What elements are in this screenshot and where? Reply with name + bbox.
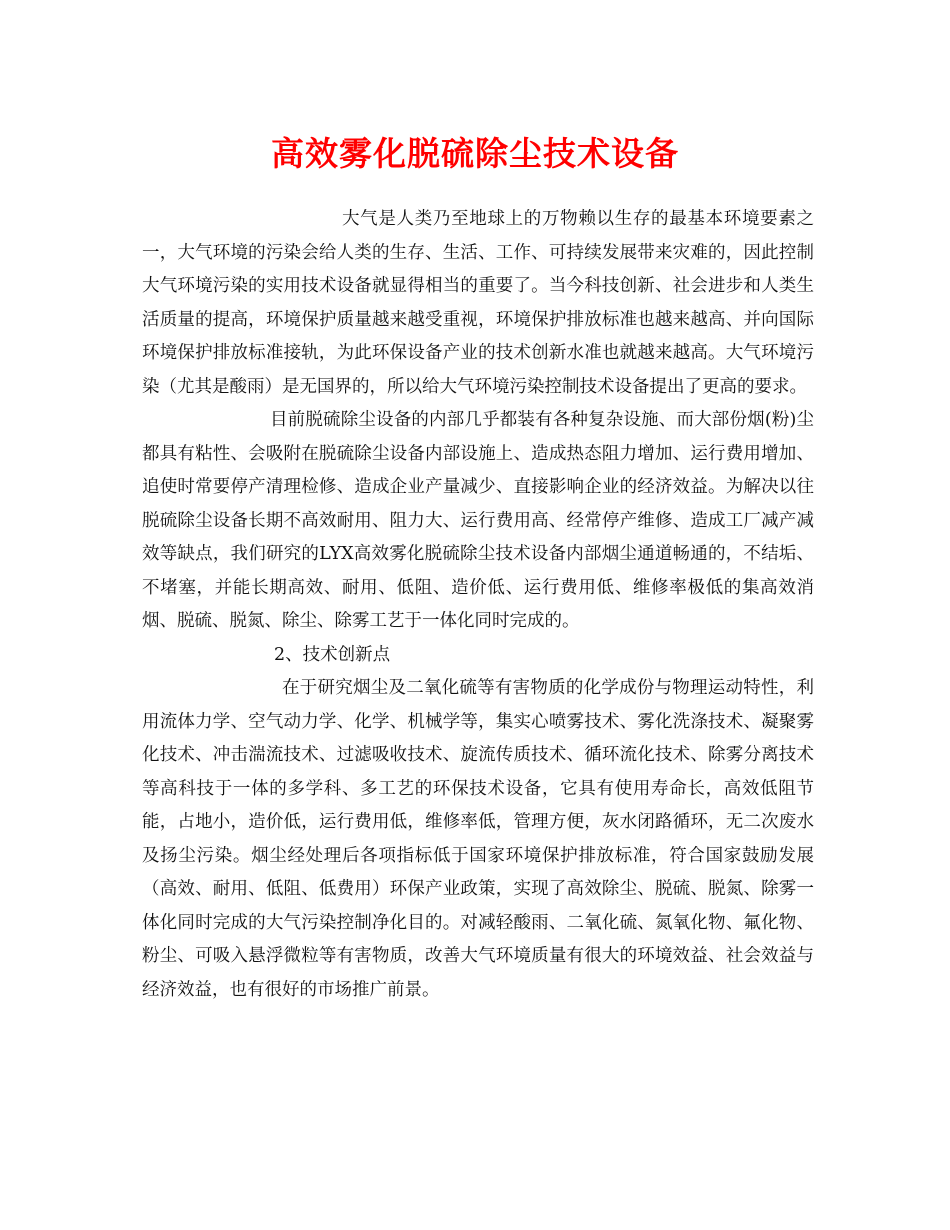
paragraph-innovation: 在于研究烟尘及二氧化硫等有害物质的化学成份与物理运动特性，利用流体力学、空气动力学、化学、机械学等，集实心喷雾技术、雾化洗涤技术、凝聚雾化技术、冲击湍流技术、过滤吸收技术、旋流传质技术、循环流化技术、除雾分离技术等高科技于一体的多学科、多工艺的环保技术设备，它具有使用寿命长，高效低阻节能，占地小，造价低，运行费用低，维修率低，管理方便，灰水闭路循环，无二次废水及扬尘污染。烟尘经处理后各项指标低于国家环境保护排放标准，符合国家鼓励发展（高效、耐用、低阻、低费用）环保产业政策，实现了高效除尘、脱硫、脱氮、除雾一体化同时完成的大气污染控制净化目的。对减轻酸雨、二氧化硫、氮氧化物、氟化物、粉尘、可吸入悬浮微粒等有害物质，改善大气环境质量有很大的环境效益、社会效益与经济效益，也有很好的市场推广前景。 [142, 678, 814, 1000]
document-body [142, 203, 814, 1007]
section-heading: 2、技术创新点 [274, 644, 391, 665]
paragraph-intro: 大气是人类乃至地球上的万物赖以生存的最基本环境要素之一，大气环境的污染会给人类的生存、生活、工作、可持续发展带来灾难的，因此控制大气环境污染的实用技术设备就显得相当的重要了。当今科技创新、社会进步和人类生活质量的提高，环境保护质量越来越受重视，环境保护排放标准也越来越高、并向国际环境保护排放标准接轨，为此环保设备产业的技术创新水准也就越来越高。大气环境污染（尤其是酸雨）是无国界的，所以给大气环境污染控制技术设备提出了更高的要求。 [142, 209, 814, 397]
document-title: 高效雾化脱硫除尘技术设备 [271, 134, 679, 173]
paragraph-current-equipment: 目前脱硫除尘设备的内部几乎都装有各种复杂设施、而大部份烟(粉)尘都具有粘性、会吸附在脱硫除尘设备内部设施上、造成热态阻力增加、运行费用增加、追使时常要停产清理检修、造成企业产量减少、直接影响企业的经济效益。为解决以往脱硫除尘设备长期不高效耐用、阻力大、运行费用高、经常停产维修、造成工厂减产减效等缺点，我们研究的LYX高效雾化脱硫除尘技术设备内部烟尘通道畅通的，不结垢、不堵塞，并能长期高效、耐用、低阻、造价低、运行费用低、维修率极低的集高效消烟、脱硫、脱氮、除尘、除雾工艺于一体化同时完成的。 [142, 410, 814, 631]
